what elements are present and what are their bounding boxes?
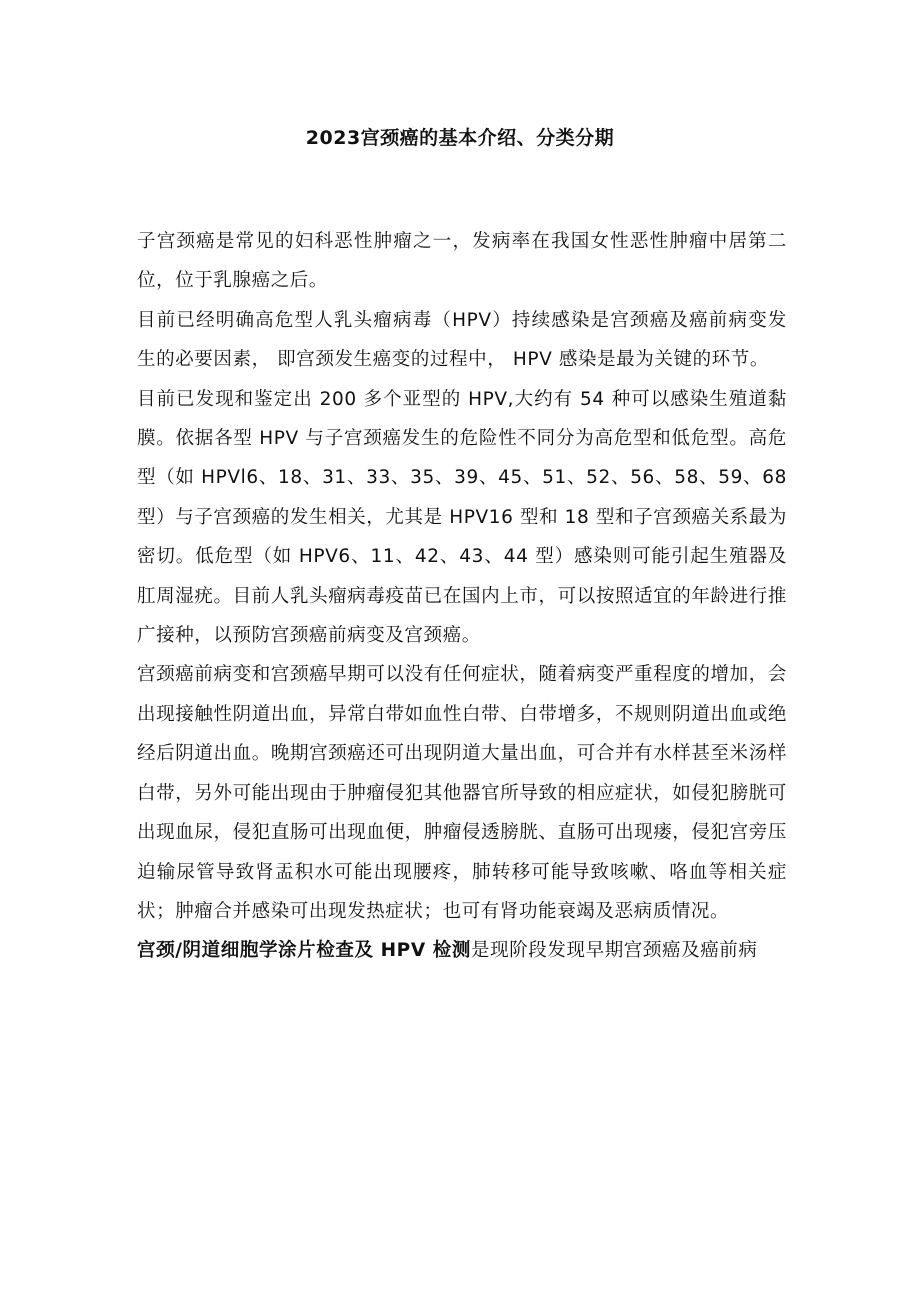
document-title: 2023宫颈癌的基本介绍、分类分期 (305, 127, 615, 149)
paragraph-hpv-cause: 目前已经明确高危型人乳头瘤病毒（HPV）持续感染是宫颈癌及癌前病变发生的必要因素， 即宫颈发生癌变的过程中， HPV 感染是最为关键的环节。 (137, 309, 787, 371)
paragraph-incidence: 子宫颈癌是常见的妇科恶性肿瘤之一，发病率在我国女性恶性肿瘤中居第二位，位于乳腺癌之后。 (137, 231, 787, 292)
document-body (137, 222, 787, 971)
paragraph-hpv-types: 目前已发现和鉴定出 200 多个亚型的 HPV,大约有 54 种可以感染生殖道黏膜。依据各型 HPV 与子宫颈癌发生的危险性不同分为高危型和低危型。高危型（如 HPVl6、18、31、33、35、39、45、51、52、56、58、59、68 型）与子宫颈癌的发生相关，尤其是 HPV16 型和 18 型和子宫颈癌关系最为密切。低危型（如 HPV6、11、42、43、44 型）感染则可能引起生殖器及肛周湿疣。目前人乳头瘤病毒疫苗已在国内上市，可以按照适宜的年龄进行推广接种，以预防宫颈癌前病变及宫颈癌。 (137, 388, 787, 647)
paragraph-screening (137, 931, 787, 970)
screening-text: 是现阶段发现早期宫颈癌及癌前病 (471, 940, 758, 962)
paragraph-symptoms: 宫颈癌前病变和宫颈癌早期可以没有任何症状，随着病变严重程度的增加，会出现接触性阴道出血，异常白带如血性白带、白带增多，不规则阴道出血或绝经后阴道出血。晚期宫颈癌还可出现阴道大量出血，可合并有水样甚至米汤样白带，另外可能出现由于肿瘤侵犯其他器官所导致的相应症状，如侵犯膀胱可出现血尿，侵犯直肠可出现血便，肿瘤侵透膀胱、直肠可出现瘘，侵犯宫旁压迫输尿管导致肾盂积水可能出现腰疼，肺转移可能导致咳嗽、咯血等相关症状；肿瘤合并感染可出现发热症状；也可有肾功能衰竭及恶病质情况。 (137, 664, 787, 922)
screening-bold-lead: 宫颈/阴道细胞学涂片检查及 HPV 检测 (137, 940, 471, 962)
